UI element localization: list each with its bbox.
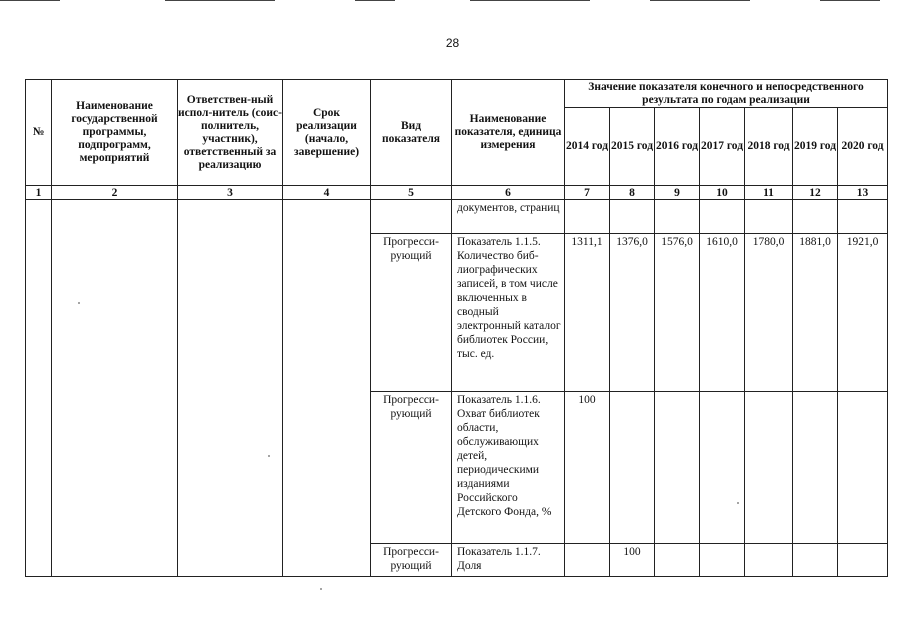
header-responsible: Ответствен-ный испол-нитель (соис-полнитель, участник), ответственный за реализацию [178, 80, 283, 186]
empty-cell [283, 200, 371, 577]
value-cell [700, 392, 745, 544]
value-cell [745, 544, 793, 577]
value-cell [793, 200, 838, 234]
indicator-type: Прогресси-рующий [371, 234, 452, 392]
value-cell: 1610,0 [700, 234, 745, 392]
column-number: 7 [565, 186, 610, 200]
column-number: 5 [371, 186, 452, 200]
header-year: 2019 год [793, 108, 838, 186]
value-cell [793, 544, 838, 577]
value-cell [838, 392, 888, 544]
column-number: 3 [178, 186, 283, 200]
value-cell [700, 200, 745, 234]
indicator-name: документов, страниц [452, 200, 565, 234]
column-number: 10 [700, 186, 745, 200]
value-cell [610, 392, 655, 544]
column-number: 12 [793, 186, 838, 200]
top-border-fragment [0, 0, 60, 1]
value-cell [838, 200, 888, 234]
top-border-fragment [470, 0, 590, 1]
header-program: Наименование государственной программы, подпрограмм, мероприятий [52, 80, 178, 186]
column-number: 11 [745, 186, 793, 200]
scan-speck [78, 302, 80, 304]
top-border-fragment [650, 0, 750, 1]
header-number: № [26, 80, 52, 186]
column-number: 8 [610, 186, 655, 200]
value-cell: 1881,0 [793, 234, 838, 392]
indicator-type: Прогресси-рующий [371, 392, 452, 544]
header-year: 2016 год [655, 108, 700, 186]
header-values-group: Значение показателя конечного и непосредственного результата по годам реализации [565, 80, 888, 108]
top-border-fragment [820, 0, 880, 1]
value-cell [655, 544, 700, 577]
column-number: 4 [283, 186, 371, 200]
top-border-fragment [165, 0, 275, 1]
value-cell: 1780,0 [745, 234, 793, 392]
indicator-name: Показатель 1.1.6. Охват библиотек области, обслуживающих детей, периодическими изданиями Российского Детского Фонда, % [452, 392, 565, 544]
scan-speck [320, 588, 322, 590]
column-number: 1 [26, 186, 52, 200]
value-cell: 100 [610, 544, 655, 577]
value-cell: 1376,0 [610, 234, 655, 392]
column-number: 9 [655, 186, 700, 200]
header-indicator-type: Вид показателя [371, 80, 452, 186]
value-cell [793, 392, 838, 544]
empty-cell [178, 200, 283, 577]
indicator-type [371, 200, 452, 234]
indicators-table [25, 79, 888, 577]
value-cell [565, 200, 610, 234]
header-indicator-name: Наименование показателя, единица измерения [452, 80, 565, 186]
value-cell: 1576,0 [655, 234, 700, 392]
page-number: 28 [445, 36, 460, 50]
value-cell: 100 [565, 392, 610, 544]
header-period: Срок реализации (начало, завершение) [283, 80, 371, 186]
header-year: 2020 год [838, 108, 888, 186]
scan-speck [268, 455, 270, 457]
column-number: 13 [838, 186, 888, 200]
empty-cell [26, 200, 52, 577]
value-cell: 1921,0 [838, 234, 888, 392]
value-cell [745, 392, 793, 544]
top-border-fragment [355, 0, 395, 1]
value-cell: 1311,1 [565, 234, 610, 392]
indicator-type: Прогресси-рующий [371, 544, 452, 577]
table-row [26, 200, 888, 234]
value-cell [700, 544, 745, 577]
value-cell [655, 392, 700, 544]
column-number: 2 [52, 186, 178, 200]
indicator-name: Показатель 1.1.7. Доля [452, 544, 565, 577]
value-cell [565, 544, 610, 577]
value-cell [838, 544, 888, 577]
value-cell [745, 200, 793, 234]
column-number: 6 [452, 186, 565, 200]
value-cell [655, 200, 700, 234]
header-year: 2014 год [565, 108, 610, 186]
scan-speck [737, 502, 739, 504]
empty-cell [52, 200, 178, 577]
header-year: 2017 год [700, 108, 745, 186]
value-cell [610, 200, 655, 234]
header-year: 2015 год [610, 108, 655, 186]
indicator-name: Показатель 1.1.5. Количество биб-лиографических записей, в том числе включенных в сводный электронный каталог библиотек России, тыс. ед. [452, 234, 565, 392]
header-year: 2018 год [745, 108, 793, 186]
